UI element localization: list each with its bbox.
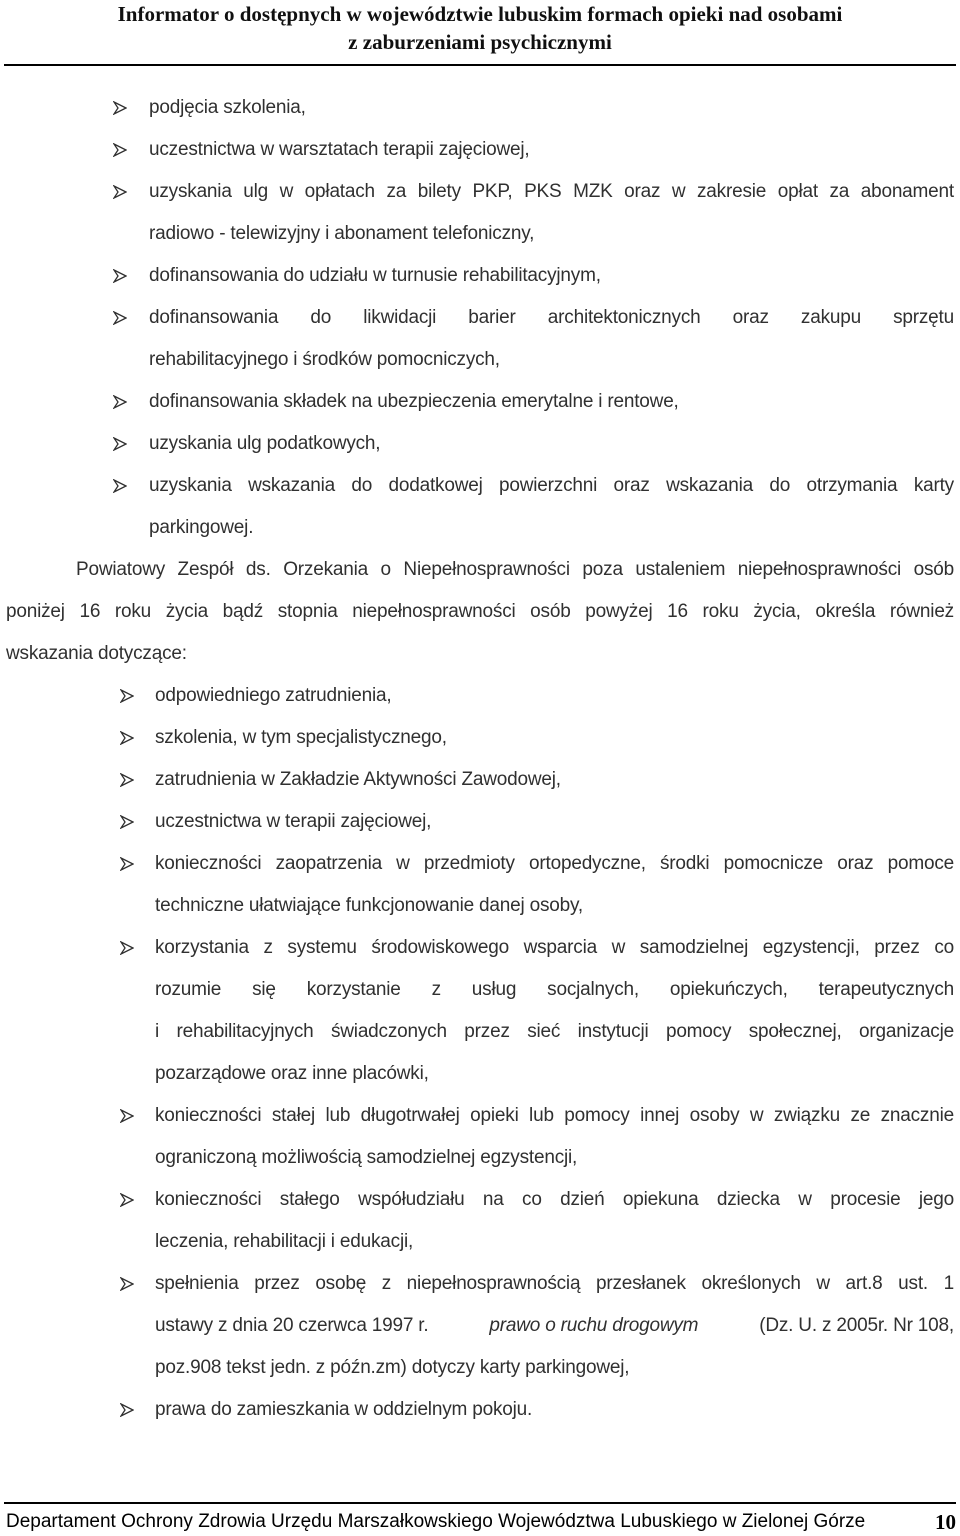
arrowhead-bullet-icon xyxy=(120,1109,134,1123)
arrowhead-bullet-icon xyxy=(113,101,127,115)
arrowhead-bullet-icon xyxy=(120,1403,134,1417)
list-item-continuation: techniczne ułatwiające funkcjonowanie danej osoby, xyxy=(155,895,583,916)
arrowhead-bullet-icon xyxy=(120,689,134,703)
list-item-continuation: i rehabilitacyjnych świadczonych przez sieć instytucji pomocy społecznej, organizacje xyxy=(155,1021,954,1042)
list-item-continuation: ograniczoną możliwością samodzielnej egzystencji, xyxy=(155,1147,578,1168)
list-item: spełnienia przez osobę z niepełnosprawnością przesłanek określonych w art.8 ust. 1 xyxy=(155,1273,954,1294)
arrowhead-bullet-icon xyxy=(120,1193,134,1207)
list-item: podjęcia szkolenia, xyxy=(149,97,306,118)
arrowhead-bullet-icon xyxy=(113,395,127,409)
list-item-continuation: rozumie się korzystanie z usług socjalnych, opiekuńczych, terapeutycznych xyxy=(155,979,954,1000)
list-item: uczestnictwa w warsztatach terapii zajęciowej, xyxy=(149,139,530,160)
paragraph-line: wskazania dotyczące: xyxy=(6,643,187,664)
list-item: konieczności stałej lub długotrwałej opieki lub pomocy innej osoby w związku ze znacznie xyxy=(155,1105,954,1126)
header-title-line2: z zaburzeniami psychicznymi xyxy=(348,30,612,54)
arrowhead-bullet-icon xyxy=(113,437,127,451)
arrowhead-bullet-icon xyxy=(113,143,127,157)
header-divider xyxy=(4,64,956,66)
list-item-continuation: parkingowej. xyxy=(149,517,254,538)
list-item: szkolenia, w tym specjalistycznego, xyxy=(155,727,447,748)
arrowhead-bullet-icon xyxy=(113,479,127,493)
arrowhead-bullet-icon xyxy=(120,815,134,829)
list-item: odpowiedniego zatrudnienia, xyxy=(155,685,392,706)
list-item-continuation: leczenia, rehabilitacji i edukacji, xyxy=(155,1231,414,1252)
arrowhead-bullet-icon xyxy=(113,311,127,325)
list-item: dofinansowania do likwidacji barier architektonicznych oraz zakupu sprzętu xyxy=(149,307,954,328)
list-item: zatrudnienia w Zakładzie Aktywności Zawodowej, xyxy=(155,769,561,790)
law-reference-text: ustawy z dnia 20 czerwca 1997 r. xyxy=(155,1315,429,1336)
footer-divider xyxy=(4,1502,956,1504)
list-item: dofinansowania do udziału w turnusie rehabilitacyjnym, xyxy=(149,265,601,286)
list-item: uzyskania wskazania do dodatkowej powierzchni oraz wskazania do otrzymania karty xyxy=(149,475,954,496)
law-citation-text: (Dz. U. z 2005r. Nr 108, xyxy=(759,1315,954,1336)
list-item: uzyskania ulg w opłatach za bilety PKP, PKS MZK oraz w zakresie opłat za abonament xyxy=(149,181,954,202)
arrowhead-bullet-icon xyxy=(113,269,127,283)
list-item: korzystania z systemu środowiskowego wsparcia w samodzielnej egzystencji, przez co xyxy=(155,937,954,958)
arrowhead-bullet-icon xyxy=(120,731,134,745)
list-item-continuation: pozarządowe oraz inne placówki, xyxy=(155,1063,429,1084)
page-header xyxy=(0,0,960,62)
arrowhead-bullet-icon xyxy=(113,185,127,199)
list-item: uczestnictwa w terapii zajęciowej, xyxy=(155,811,432,832)
list-item: konieczności stałego współudziału na co dzień opiekuna dziecka w procesie jego xyxy=(155,1189,954,1210)
page-footer: Departament Ochrony Zdrowia Urzędu Marszałkowskiego Województwa Lubuskiego w Zielonej Górze xyxy=(6,1511,866,1532)
list-item-continuation: rehabilitacyjnego i środków pomocniczych, xyxy=(149,349,500,370)
header-title-line1: Informator o dostępnych w województwie lubuskim formach opieki nad osobami xyxy=(117,2,843,26)
list-item-continuation: radiowo - telewizyjny i abonament telefoniczny, xyxy=(149,223,535,244)
law-title-italic: prawo o ruchu drogowym xyxy=(489,1315,699,1336)
list-item-continuation: poz.908 tekst jedn. z późn.zm) dotyczy karty parkingowej, xyxy=(155,1357,630,1378)
list-item: prawa do zamieszkania w oddzielnym pokoju. xyxy=(155,1399,533,1420)
arrowhead-bullet-icon xyxy=(120,941,134,955)
list-item: konieczności zaopatrzenia w przedmioty ortopedyczne, środki pomocnicze oraz pomoce xyxy=(155,853,954,874)
arrowhead-bullet-icon xyxy=(120,773,134,787)
arrowhead-bullet-icon xyxy=(120,1277,134,1291)
paragraph-line: poniżej 16 roku życia bądź stopnia niepełnosprawności osób powyżej 16 roku życia, określa również xyxy=(6,601,954,622)
page-number: 10 xyxy=(935,1510,956,1534)
list-item-continuation xyxy=(155,1314,954,1338)
arrowhead-bullet-icon xyxy=(120,857,134,871)
paragraph-line: Powiatowy Zespół ds. Orzekania o Niepełnosprawności poza ustaleniem niepełnosprawności osób xyxy=(76,559,954,580)
list-item: dofinansowania składek na ubezpieczenia emerytalne i rentowe, xyxy=(149,391,679,412)
list-item: uzyskania ulg podatkowych, xyxy=(149,433,381,454)
